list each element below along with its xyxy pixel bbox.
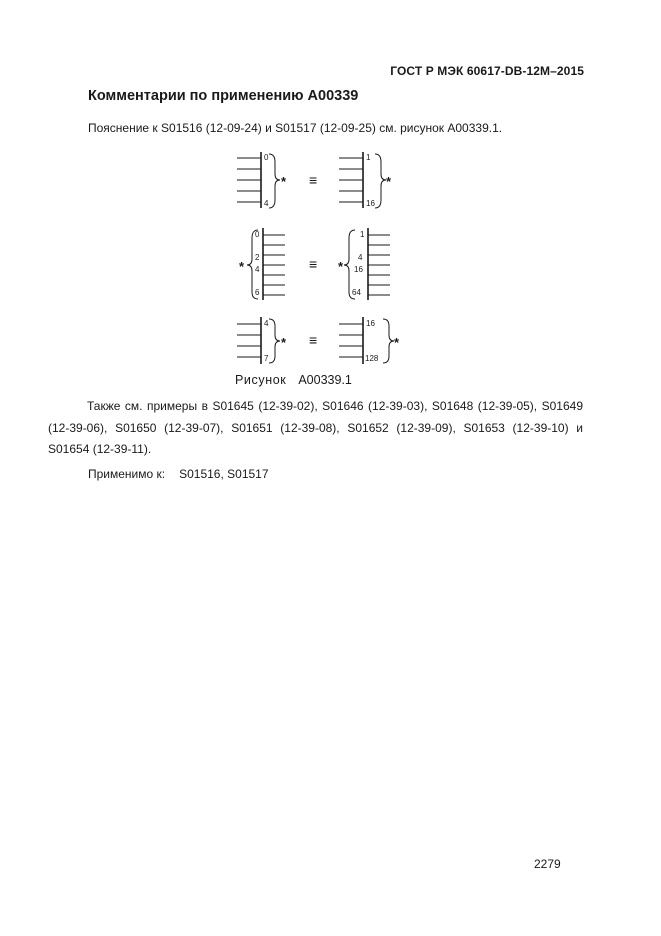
asterisk-mark: * [281, 174, 287, 189]
equivalence-sign: ≡ [309, 256, 318, 272]
caption-id: A00339.1 [298, 373, 352, 387]
label: 4 [264, 319, 269, 328]
label: 128 [365, 354, 379, 363]
see-also-paragraph: Также см. примеры в S01645 (12-39-02), S01646 (12-39-03), S01648 (12-39-05), S01649 (12-39-06), S01650 (12-39-07), S01651 (12-39-08), S01652 (12-39-09), S01653 (12-39-10) и S01654 (12-39-11). [48, 399, 583, 456]
section-title: Комментарии по применению A00339 [88, 88, 359, 104]
caption-word: Рисунок [235, 373, 287, 387]
applicable-values: S01516, S01517 [179, 467, 269, 481]
label: 0 [264, 153, 269, 162]
page-number: 2279 [534, 857, 561, 871]
label: 4 [255, 265, 260, 274]
applicable-label: Применимо к: [88, 467, 166, 481]
left-symbol [237, 152, 280, 208]
label: 2 [255, 253, 260, 262]
figure-row-3 [237, 317, 400, 364]
label: 0 [255, 230, 260, 239]
label: 16 [366, 319, 375, 328]
label: 4 [358, 253, 363, 262]
label: 1 [360, 230, 365, 239]
asterisk-mark: * [394, 335, 400, 350]
label: 64 [352, 288, 361, 297]
figure-a00339-1 [225, 144, 425, 369]
right-symbol [344, 228, 390, 300]
intro-paragraph: Пояснение к S01516 (12-09-24) и S01517 (12-09-25) см. рисунок A00339.1. [88, 121, 503, 135]
label: 7 [264, 354, 269, 363]
label: 16 [354, 265, 363, 274]
left-symbol [237, 317, 280, 364]
label: 4 [264, 199, 269, 208]
applicable-to-line [88, 467, 269, 481]
asterisk-mark: * [338, 259, 344, 274]
right-symbol [339, 152, 386, 208]
equivalence-sign: ≡ [309, 172, 318, 188]
asterisk-mark: * [281, 335, 287, 350]
asterisk-mark: * [386, 174, 392, 189]
asterisk-mark: * [239, 259, 245, 274]
figure-row-1 [237, 152, 392, 208]
figure-caption [235, 373, 352, 387]
label: 1 [366, 153, 371, 162]
figure-row-2 [239, 228, 390, 300]
document-header: ГОСТ Р МЭК 60617-DB-12M–2015 [390, 64, 584, 78]
equivalence-sign: ≡ [309, 332, 318, 348]
label: 6 [255, 288, 260, 297]
left-symbol [247, 228, 285, 300]
label: 16 [366, 199, 375, 208]
